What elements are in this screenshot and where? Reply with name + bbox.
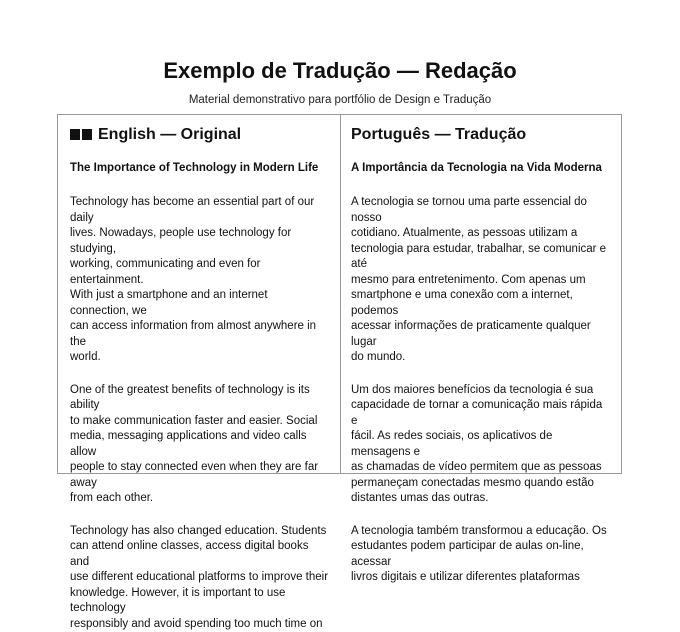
original-heading-label: English — Original bbox=[98, 124, 241, 145]
flag-blocks-icon bbox=[70, 129, 92, 140]
original-paragraph-2: One of the greatest benefits of technology is its ability to make communication faster and easier. Social media, messaging applications and video calls allow people to stay connected even when they are far away from each other. bbox=[70, 383, 329, 507]
translation-article-title: A Importância da Tecnologia na Vida Moderna bbox=[351, 161, 610, 176]
translation-column-heading bbox=[351, 124, 610, 145]
translation-paragraph-1: A tecnologia se tornou uma parte essencial do nosso cotidiano. Atualmente, as pessoas utilizam a tecnologia para estudar, trabalhar, se comunicar e até mesmo para entretenimento. Com apenas um smartphone e uma conexão com a internet, podemos acessar informações de praticamente qualquer lugar do mundo. bbox=[351, 195, 610, 366]
translation-table bbox=[57, 114, 622, 474]
document-subtitle: Material demonstrativo para portfólio de Design e Tradução bbox=[0, 92, 680, 108]
original-article-title: The Importance of Technology in Modern Life bbox=[70, 161, 329, 176]
translation-paragraph-3: A tecnologia também transformou a educação. Os estudantes podem participar de aulas on-line, acessar livros digitais e utilizar diferentes plataformas bbox=[351, 524, 610, 586]
translation-paragraph-2: Um dos maiores benefícios da tecnologia é sua capacidade de tornar a comunicação mais rápida e fácil. As redes sociais, os aplicativos de mensagens e as chamadas de vídeo permitem que as pessoas permaneçam conectadas mesmo quando estão distantes umas das outras. bbox=[351, 383, 610, 507]
original-column bbox=[58, 115, 341, 473]
document-title: Exemplo de Tradução — Redação bbox=[0, 57, 680, 85]
original-paragraph-3: Technology has also changed education. Students can attend online classes, access digital books and use different educational platforms to improve their knowledge. However, it is important to use technology responsibly and avoid spending too much time on bbox=[70, 524, 329, 632]
original-column-heading bbox=[70, 124, 329, 145]
translation-heading-label: Português — Tradução bbox=[351, 124, 526, 145]
translation-column bbox=[341, 115, 621, 473]
original-paragraph-1: Technology has become an essential part of our daily lives. Nowadays, people use technology for studying, working, communicating and even for entertainment. With just a smartphone and an internet connection, we can access information from almost anywhere in the world. bbox=[70, 195, 329, 366]
